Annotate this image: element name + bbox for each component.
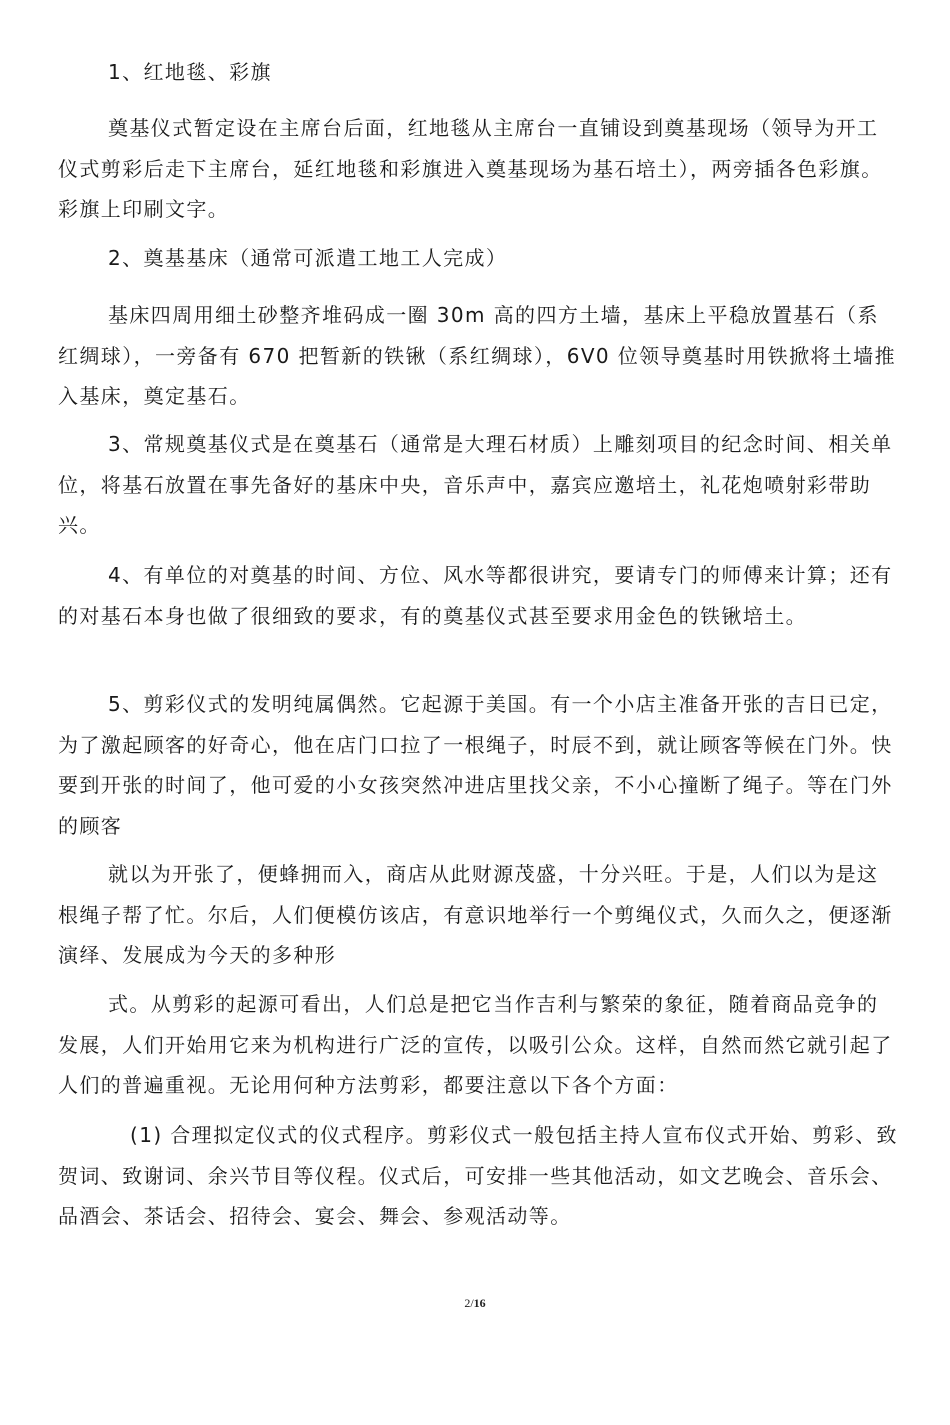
page-number-current: 2/ [464,1296,474,1310]
section-heading-foundation-bed: 2、奠基基床（通常可派遣工地工人完成） [108,246,508,270]
paragraph-ribbon-cutting-significance: 式。从剪彩的起源可看出，人们总是把它当作吉利与繁荣的象征，随着商品竞争的发展，人们开始用它来为机构进行广泛的宣传，以吸引公众。这样，自然而然它就引起了人们的普遍重视。无论用何种方法剪彩，都要注意以下各个方面： [58,992,893,1097]
page-number-total: 16 [473,1296,486,1310]
paragraph-special-requirements: 4、有单位的对奠基的时间、方位、风水等都很讲究，要请专门的师傅来计算；还有的对基石本身也做了很细致的要求，有的奠基仪式甚至要求用金色的铁锹培土。 [58,563,893,628]
section-heading-red-carpet: 1、红地毯、彩旗 [108,60,272,84]
paragraph-conventional-ceremony: 3、常规奠基仪式是在奠基石（通常是大理石材质）上雕刻项目的纪念时间、相关单位，将基石放置在事先备好的基床中央，音乐声中，嘉宾应邀培土，礼花炮喷射彩带助兴。 [58,432,893,537]
paragraph-ribbon-cutting-continued: 就以为开张了，便蜂拥而入，商店从此财源茂盛，十分兴旺。于是，人们以为是这根绳子帮了忙。尔后，人们便模仿该店，有意识地举行一个剪绳仪式，久而久之，便逐渐演绎、发展成为今天的多种形 [58,862,893,967]
paragraph-red-carpet: 奠基仪式暂定设在主席台后面，红地毯从主席台一直铺设到奠基现场（领导为开工仪式剪彩后走下主席台，延红地毯和彩旗进入奠基现场为基石培土），两旁插各色彩旗。彩旗上印刷文字。 [58,116,883,221]
paragraph-ceremony-procedure: (1) 合理拟定仪式的仪式程序。剪彩仪式一般包括主持人宣布仪式开始、剪彩、致贺词、致谢词、余兴节目等仪程。仪式后，可安排一些其他活动，如文艺晚会、音乐会、品酒会、茶话会、招待会、宴会、舞会、参观活动等。 [58,1123,898,1228]
paragraph-ribbon-cutting-origin: 5、剪彩仪式的发明纯属偶然。它起源于美国。有一个小店主准备开张的吉日已定，为了激起顾客的好奇心，他在店门口拉了一根绳子，时辰不到，就让顾客等候在门外。快要到开张的时间了，他可爱的小女孩突然冲进店里找父亲，不小心撞断了绳子。等在门外的顾客 [58,692,893,838]
paragraph-foundation-bed: 基床四周用细土砂整齐堆码成一圈 30m 高的四方土墙，基床上平稳放置基石（系红绸球），一旁备有 670 把暂新的铁锹（系红绸球），6V0 位领导奠基时用铁掀将土墙推入基床，奠定基石。 [58,303,896,408]
page-number [0,1296,950,1311]
